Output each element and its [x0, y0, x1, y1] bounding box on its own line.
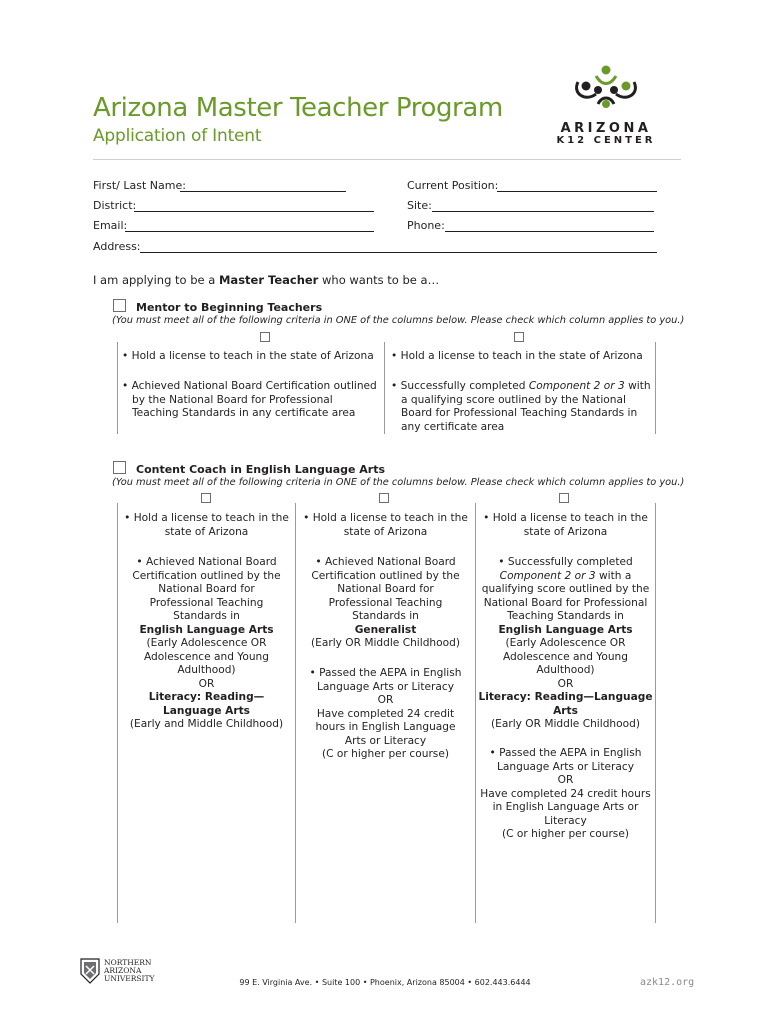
- coach-section-note: (You must meet all of the following criteria in ONE of the columns below. Please check which column applies to you.): [112, 477, 685, 488]
- mentor-section-title: Mentor to Beginning Teachers: [136, 301, 323, 314]
- email-label: Email:: [93, 219, 128, 232]
- mentor-col2-license: • Hold a license to teach in the state of Arizona: [391, 350, 643, 362]
- name-field[interactable]: [180, 191, 346, 192]
- mentor-col-divider-right: [655, 342, 656, 434]
- footer-url[interactable]: azk12.org: [640, 977, 695, 988]
- coach-col3-component: • Successfully completed Component 2 or 3 with a qualifying score outlined by the National Board for Professional Teaching Standards in English Language Arts (Early Adolescence OR Adolescence and Young Adulthood) OR Literacy: Reading—Language Arts (Early OR Middle Childhood): [478, 556, 653, 730]
- mentor-col-divider-left: [117, 342, 118, 434]
- coach-checkbox[interactable]: [113, 461, 126, 474]
- header-divider: [93, 159, 681, 160]
- page-title: Arizona Master Teacher Program: [93, 93, 503, 123]
- mentor-checkbox[interactable]: [113, 299, 126, 312]
- mentor-col2-component: • Successfully completed Component 2 or 3 with a qualifying score outlined by the National Board for Professional Teaching Standards in any certificate area: [391, 380, 651, 433]
- coach-col3-aepa: • Passed the AEPA in English Language Arts or Literacy OR Have completed 24 credit hours in English Language Arts or Literacy (C or higher per course): [480, 747, 651, 840]
- mentor-col-divider-mid: [384, 342, 385, 434]
- coach-col2-aepa: • Passed the AEPA in English Language Arts or Literacy OR Have completed 24 credit hours in English Language Arts or Literacy (C or higher per course): [309, 667, 462, 760]
- coach-col2-certification: • Achieved National Board Certification outlined by the National Board for Professional Teaching Standards in Generalist (Early OR Middle Childhood): [311, 556, 460, 649]
- position-label: Current Position:: [407, 179, 499, 192]
- mentor-section-note: (You must meet all of the following criteria in ONE of the columns below. Please check which column applies to you.): [112, 315, 685, 326]
- district-field[interactable]: [134, 211, 374, 212]
- coach-col2-checkbox[interactable]: [379, 493, 389, 503]
- coach-col3-license: • Hold a license to teach in the state of Arizona: [483, 512, 648, 538]
- nau-wordmark: NORTHERN ARIZONA UNIVERSITY: [104, 958, 155, 983]
- district-label: District:: [93, 199, 137, 212]
- intro-text: I am applying to be a Master Teacher who wants to be a…: [93, 273, 440, 287]
- phone-field[interactable]: [445, 231, 654, 232]
- phone-label: Phone:: [407, 219, 445, 232]
- coach-col3-checkbox[interactable]: [559, 493, 569, 503]
- position-field[interactable]: [497, 191, 657, 192]
- logo-wordmark: ARIZONA: [560, 121, 652, 136]
- mentor-col2-checkbox[interactable]: [514, 332, 524, 342]
- name-label: First/ Last Name:: [93, 179, 186, 192]
- address-label: Address:: [93, 240, 141, 253]
- coach-section-title: Content Coach in English Language Arts: [136, 463, 386, 476]
- coach-col1-license: • Hold a license to teach in the state of Arizona: [124, 512, 289, 538]
- coach-col-divider-4: [655, 503, 656, 923]
- mentor-col1-license: • Hold a license to teach in the state of Arizona: [122, 350, 374, 362]
- coach-col1-certification: • Achieved National Board Certification outlined by the National Board for Professional Teaching Standards in English Language Arts (Early Adolescence OR Adolescence and Young Adulthood) OR Literacy: Reading— Language Arts (Early and Middle Childhood): [129, 556, 284, 730]
- mentor-col1-checkbox[interactable]: [260, 332, 270, 342]
- coach-col2-license: • Hold a license to teach in the state of Arizona: [303, 512, 468, 538]
- email-field[interactable]: [125, 231, 374, 232]
- site-field[interactable]: [432, 211, 654, 212]
- coach-col1-checkbox[interactable]: [201, 493, 211, 503]
- site-label: Site:: [407, 199, 432, 212]
- logo-subtitle: K12 CENTER: [556, 135, 656, 146]
- address-field[interactable]: [140, 252, 657, 253]
- footer-address: 99 E. Virginia Ave. • Suite 100 • Phoenix, Arizona 85004 • 602.443.6444: [239, 978, 531, 987]
- mentor-col1-certification: • Achieved National Board Certification outlined by the National Board for Professional Teaching Standards in any certificate area: [122, 380, 377, 419]
- page-subtitle: Application of Intent: [93, 126, 262, 146]
